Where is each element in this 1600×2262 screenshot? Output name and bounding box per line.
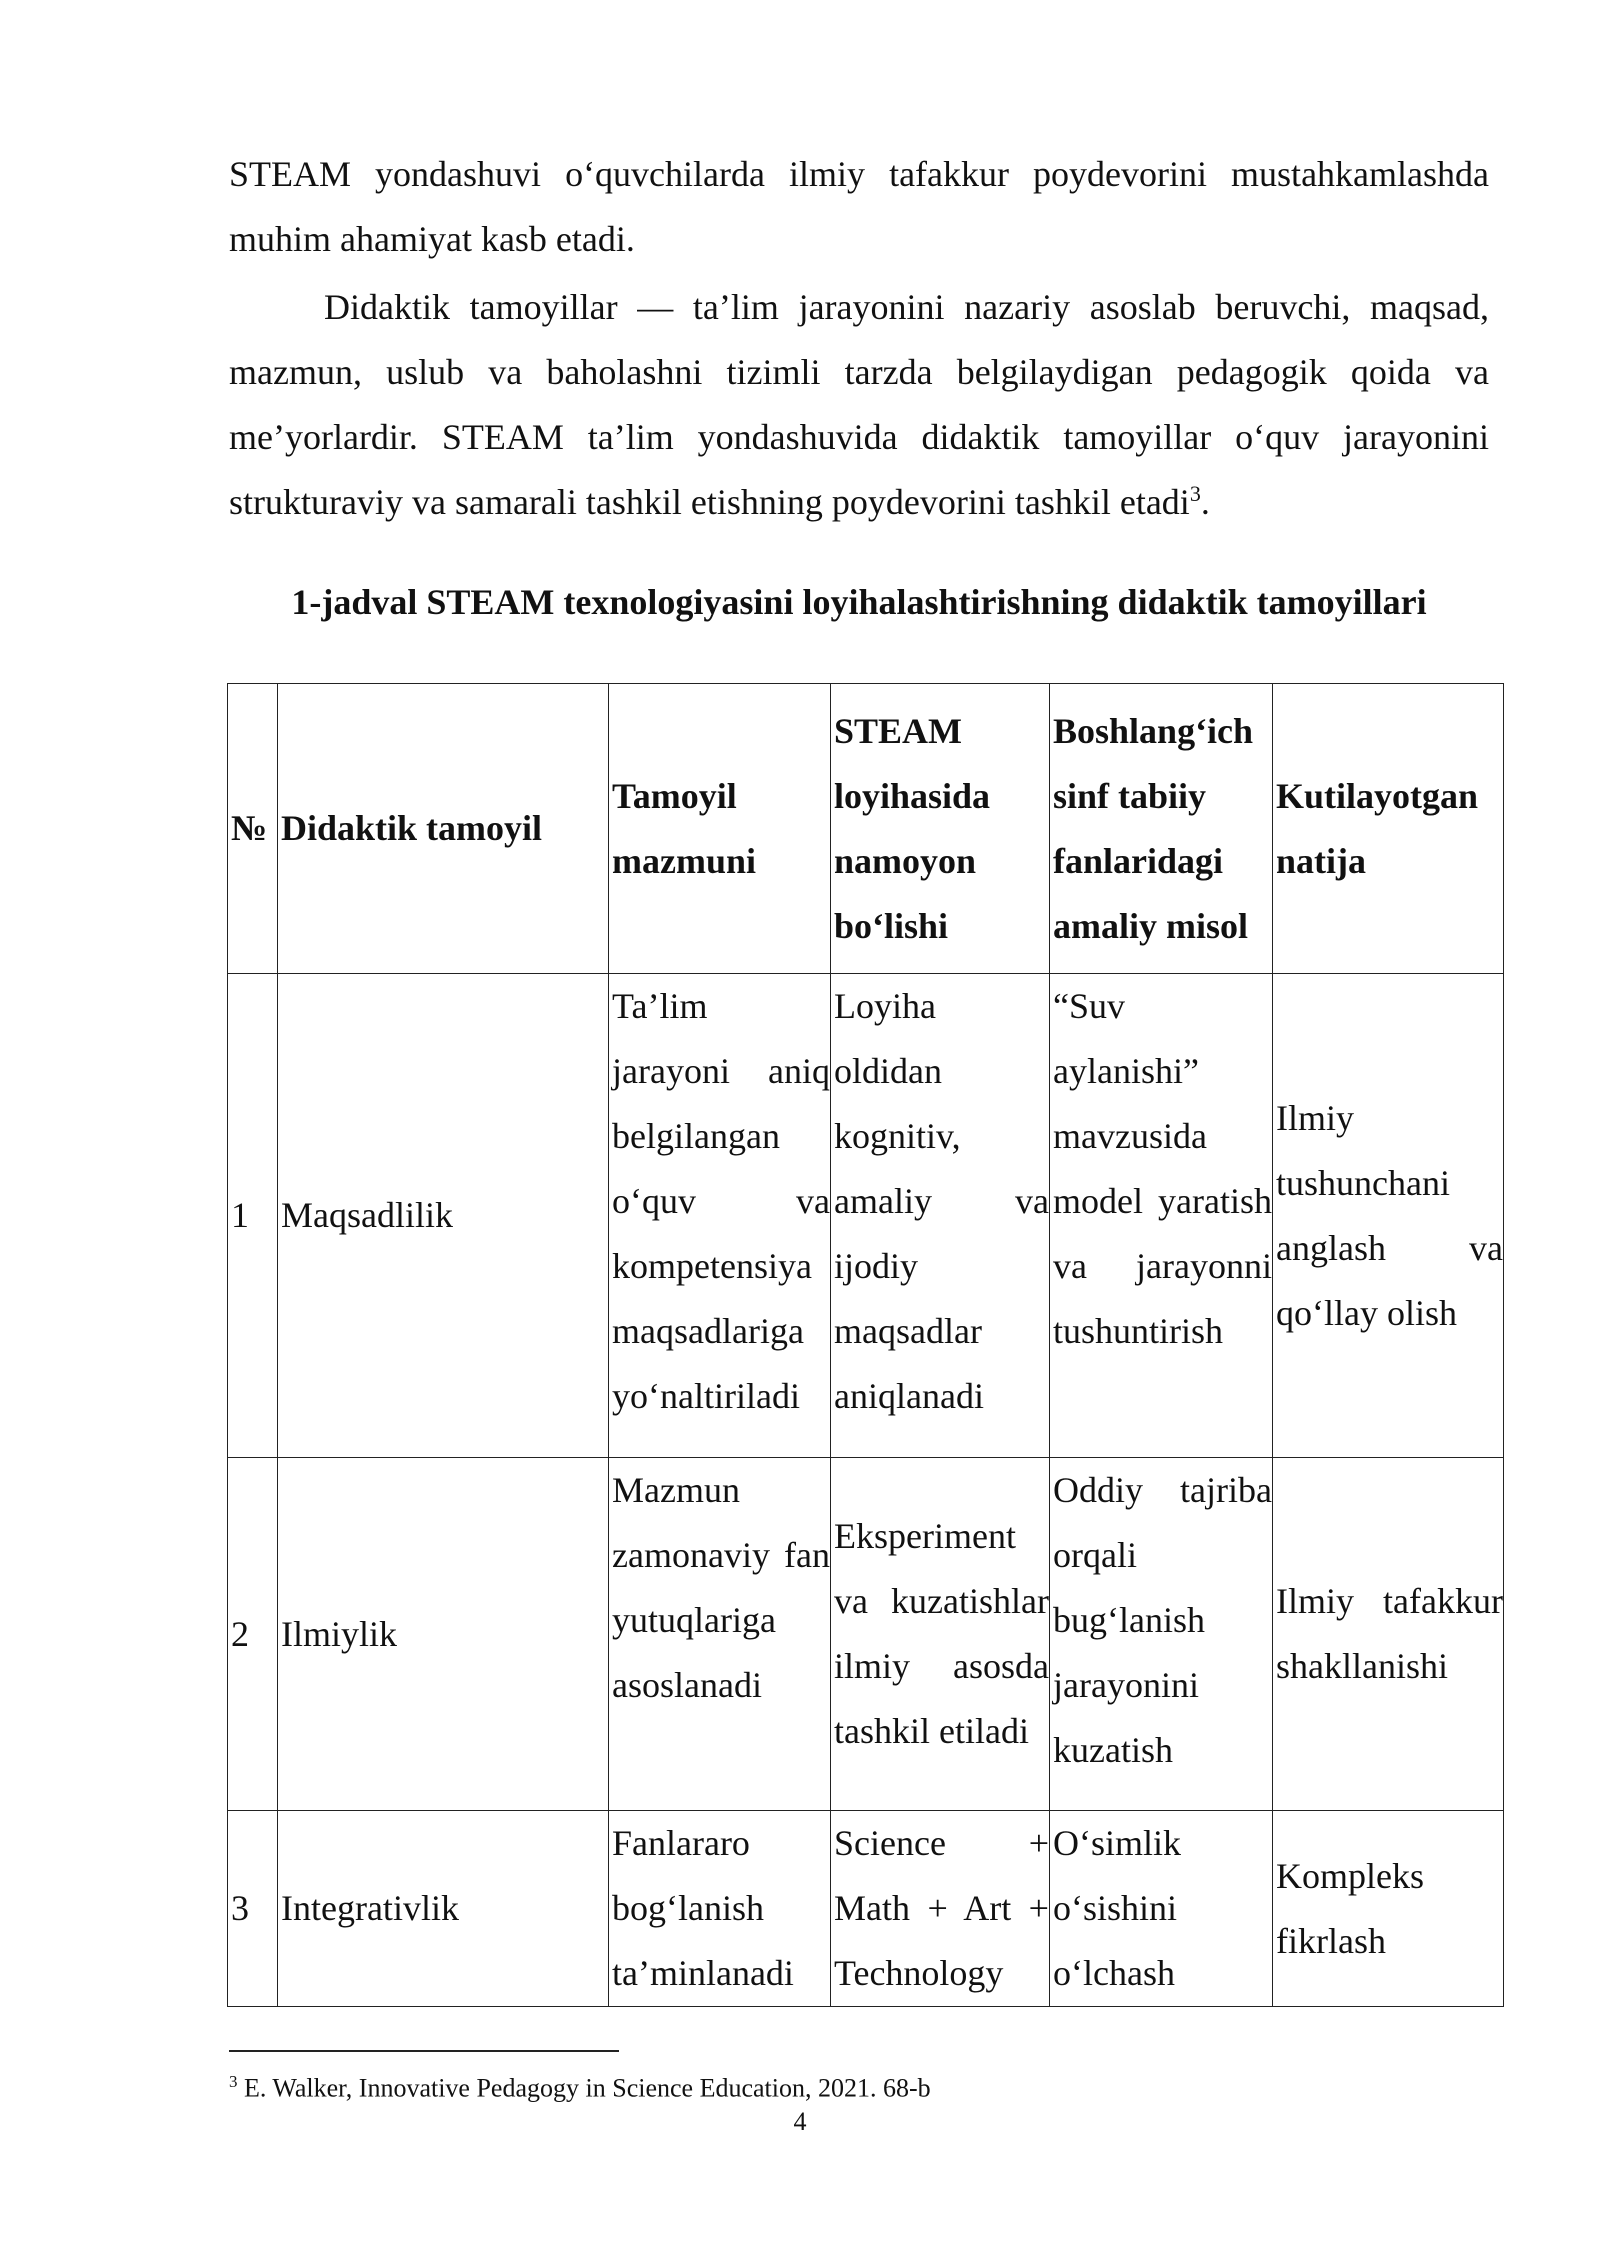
principle-cell: Maqsadlilik — [278, 974, 609, 1458]
principle-cell: Ilmiylik — [278, 1458, 609, 1811]
header-cell-number: № — [228, 684, 278, 974]
table-caption: 1-jadval STEAM texnologiyasini loyihalashtirishning didaktik tamoyillari — [291, 582, 1427, 622]
content-cell: Ta’lim jarayoni aniq belgilangan o‘quv va kompetensiya maqsadlariga yo‘naltiriladi — [609, 974, 831, 1458]
row-number-cell: 3 — [228, 1811, 278, 2007]
principles-table — [227, 683, 1504, 2007]
table-row — [228, 1458, 1504, 1811]
footnote-number: 3 — [229, 2072, 238, 2091]
footnote-text: E. Walker, Innovative Pedagogy in Science Education, 2021. 68-b — [244, 2073, 931, 2103]
expected-result-cell: Ilmiy tushunchani anglash va qo‘llay olish — [1273, 974, 1504, 1458]
principle-cell: Integrativlik — [278, 1811, 609, 2007]
body-paragraph-1: STEAM yondashuvi o‘quvchilarda ilmiy tafakkur poydevorini mustahkamlashda muhim ahamiyat kasb etadi. — [229, 154, 1489, 259]
table-row — [228, 1811, 1504, 2007]
content-cell: Mazmun zamonaviy fan yutuqlariga asoslanadi — [609, 1458, 831, 1811]
paragraph-end-punctuation: . — [1200, 482, 1210, 522]
steam-manifestation-cell: Eksperiment va kuzatishlar ilmiy asosda tashkil etiladi — [831, 1458, 1050, 1811]
footnote-reference[interactable]: 3 — [1189, 481, 1201, 506]
table-header-row — [228, 684, 1504, 974]
body-paragraph-2 — [229, 275, 1489, 535]
header-cell-practical-example: Boshlang‘ich sinf tabiiy fanlaridagi amaliy misol — [1050, 684, 1273, 974]
row-number-cell: 2 — [228, 1458, 278, 1811]
practical-example-cell: O‘simlik o‘sishini o‘lchash — [1050, 1811, 1273, 2007]
steam-manifestation-cell: Loyiha oldidan kognitiv, amaliy va ijodiy maqsadlar aniqlanadi — [831, 974, 1050, 1458]
footnote-separator — [229, 2050, 619, 2052]
table-row — [228, 974, 1504, 1458]
row-number-cell: 1 — [228, 974, 278, 1458]
page-number: 4 — [793, 2107, 807, 2136]
header-cell-expected-result: Kutilayotgan natija — [1273, 684, 1504, 974]
expected-result-cell: Kompleks fikrlash — [1273, 1811, 1504, 2007]
expected-result-cell: Ilmiy tafakkur shakllanishi — [1273, 1458, 1504, 1811]
steam-manifestation-cell: Science + Math + Art + Technology — [831, 1811, 1050, 2007]
body-paragraph-2-text: Didaktik tamoyillar — ta’lim jarayonini nazariy asoslab beruvchi, maqsad, mazmun, uslub va baholashni tizimli tarzda belgilaydigan pedagogik qoida va me’yorlardir. STEAM ta’lim yondashuvida didaktik tamoyillar o‘quv jarayonini strukturaviy va samarali tashkil etishning poydevorini tashkil etadi — [229, 287, 1489, 522]
header-cell-principle: Didaktik tamoyil — [278, 684, 609, 974]
header-cell-content: Tamoyil mazmuni — [609, 684, 831, 974]
header-cell-steam-manifestation: STEAM loyihasida namoyon bo‘lishi — [831, 684, 1050, 974]
practical-example-cell: “Suv aylanishi” mavzusida model yaratish va jarayonni tushuntirish — [1050, 974, 1273, 1458]
practical-example-cell: Oddiy tajriba orqali bug‘lanish jarayonini kuzatish — [1050, 1458, 1273, 1811]
content-cell: Fanlararo bog‘lanish ta’minlanadi — [609, 1811, 831, 2007]
